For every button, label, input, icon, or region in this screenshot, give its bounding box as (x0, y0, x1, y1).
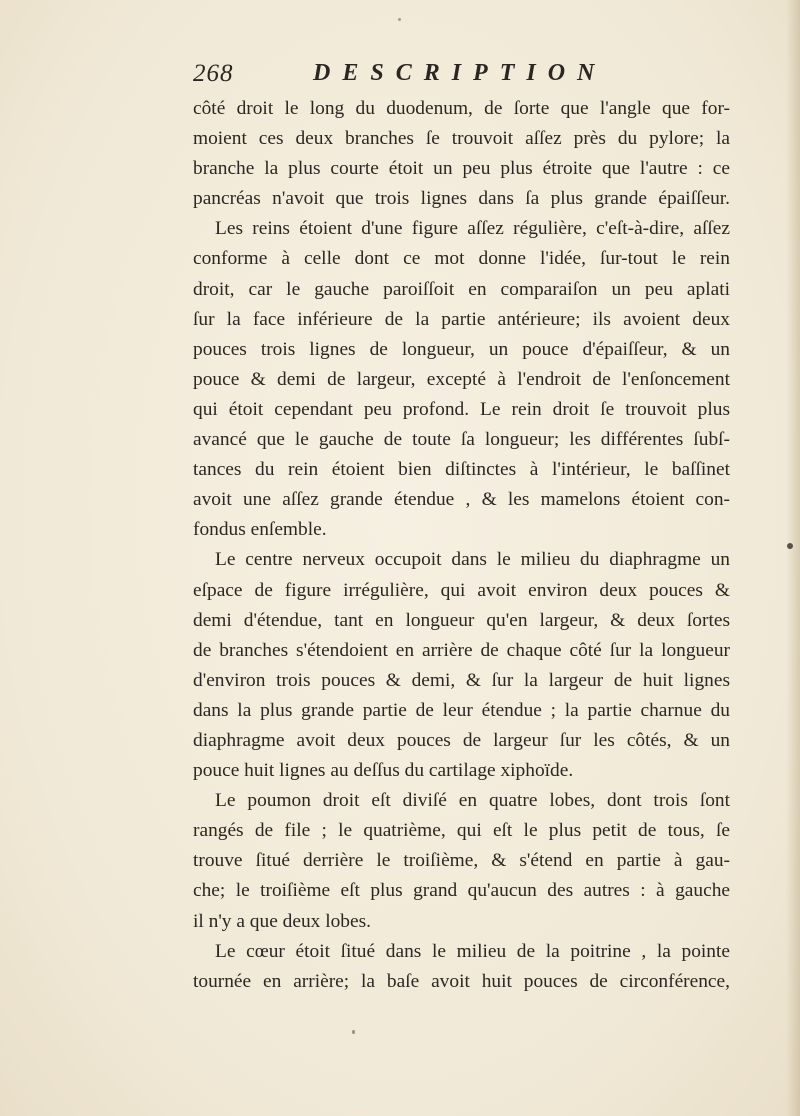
ink-spot (398, 18, 401, 21)
text-line: tournée en arrière; la baſe avoit huit pouces de circonférence, (193, 970, 730, 992)
text-line: pouces trois lignes de longueur, un pouce d'épaiſſeur, & un (193, 338, 730, 360)
text-line: pouce & demi de largeur, excepté à l'endroit de l'enſoncement (193, 368, 730, 390)
paragraph-start-line: Le centre nerveux occupoit dans le milieu du diaphragme un (215, 549, 730, 571)
text-line: avoit une aſſez grande étendue , & les mamelons étoient con- (193, 489, 730, 511)
ink-spot (352, 1030, 355, 1034)
paragraph-end-line: il n'y a que deux lobes. (193, 910, 371, 932)
text-line: eſpace de figure irrégulière, qui avoit environ deux pouces & (193, 579, 730, 601)
text-line: de branches s'étendoient en arrière de chaque côté ſur la longueur (193, 639, 730, 661)
text-line: branche la plus courte étoit un peu plus étroite que l'autre : ce (193, 158, 730, 180)
text-line: qui étoit cependant peu profond. Le rein droit ſe trouvoit plus (193, 398, 730, 420)
text-line: avancé que le gauche de toute ſa longueur; les différentes ſubſ- (193, 429, 730, 451)
text-line: d'environ trois pouces & demi, & ſur la largeur de huit lignes (193, 669, 730, 691)
text-line: droit, car le gauche paroiſſoit en comparaiſon un peu aplati (193, 278, 730, 300)
running-head (193, 60, 613, 94)
ink-spot (787, 543, 793, 549)
text-line: pancréas n'avoit que trois lignes dans ſa plus grande épaiſſeur. (193, 188, 730, 210)
body-text (193, 94, 730, 997)
paragraph-start-line: Le poumon droit eſt diviſé en quatre lobes, dont trois ſont (215, 790, 730, 812)
paragraph-start-line: Le cœur étoit ſitué dans le milieu de la poitrine , la pointe (215, 940, 730, 962)
text-line: conforme à celle dont ce mot donne l'idée, ſur-tout le rein (193, 248, 730, 270)
text-line: che; le troiſième eſt plus grand qu'aucun des autres : à gauche (193, 880, 730, 902)
running-title: DESCRIPTION (313, 60, 607, 86)
text-line: diaphragme avoit deux pouces de largeur ſur les côtés, & un (193, 729, 730, 751)
text-line: moient ces deux branches ſe trouvoit aſſez près du pylore; la (193, 128, 730, 150)
text-line: demi d'étendue, tant en longueur qu'en largeur, & deux ſortes (193, 609, 730, 631)
page-number: 268 (193, 60, 234, 87)
text-line: rangés de file ; le quatrième, qui eſt le plus petit de tous, ſe (193, 820, 730, 842)
paragraph-end-line: pouce huit lignes au deſſus du cartilage xiphoïde. (193, 760, 574, 782)
paragraph-end-line: fondus enſemble. (193, 519, 327, 541)
page-edge-shadow (786, 0, 800, 1116)
text-line: dans la plus grande partie de leur étendue ; la partie charnue du (193, 699, 730, 721)
paragraph-start-line: Les reins étoient d'une figure aſſez régulière, c'eſt-à-dire, aſſez (215, 218, 730, 240)
text-line: tances du rein étoient bien diſtinctes à l'intérieur, le baſſinet (193, 459, 730, 481)
text-line: côté droit le long du duodenum, de ſorte que l'angle que for- (193, 98, 730, 119)
text-line: ſur la face inférieure de la partie antérieure; ils avoient deux (193, 308, 730, 330)
text-line: trouve ſitué derrière le troiſième, & s'étend en partie à gau- (193, 850, 730, 872)
